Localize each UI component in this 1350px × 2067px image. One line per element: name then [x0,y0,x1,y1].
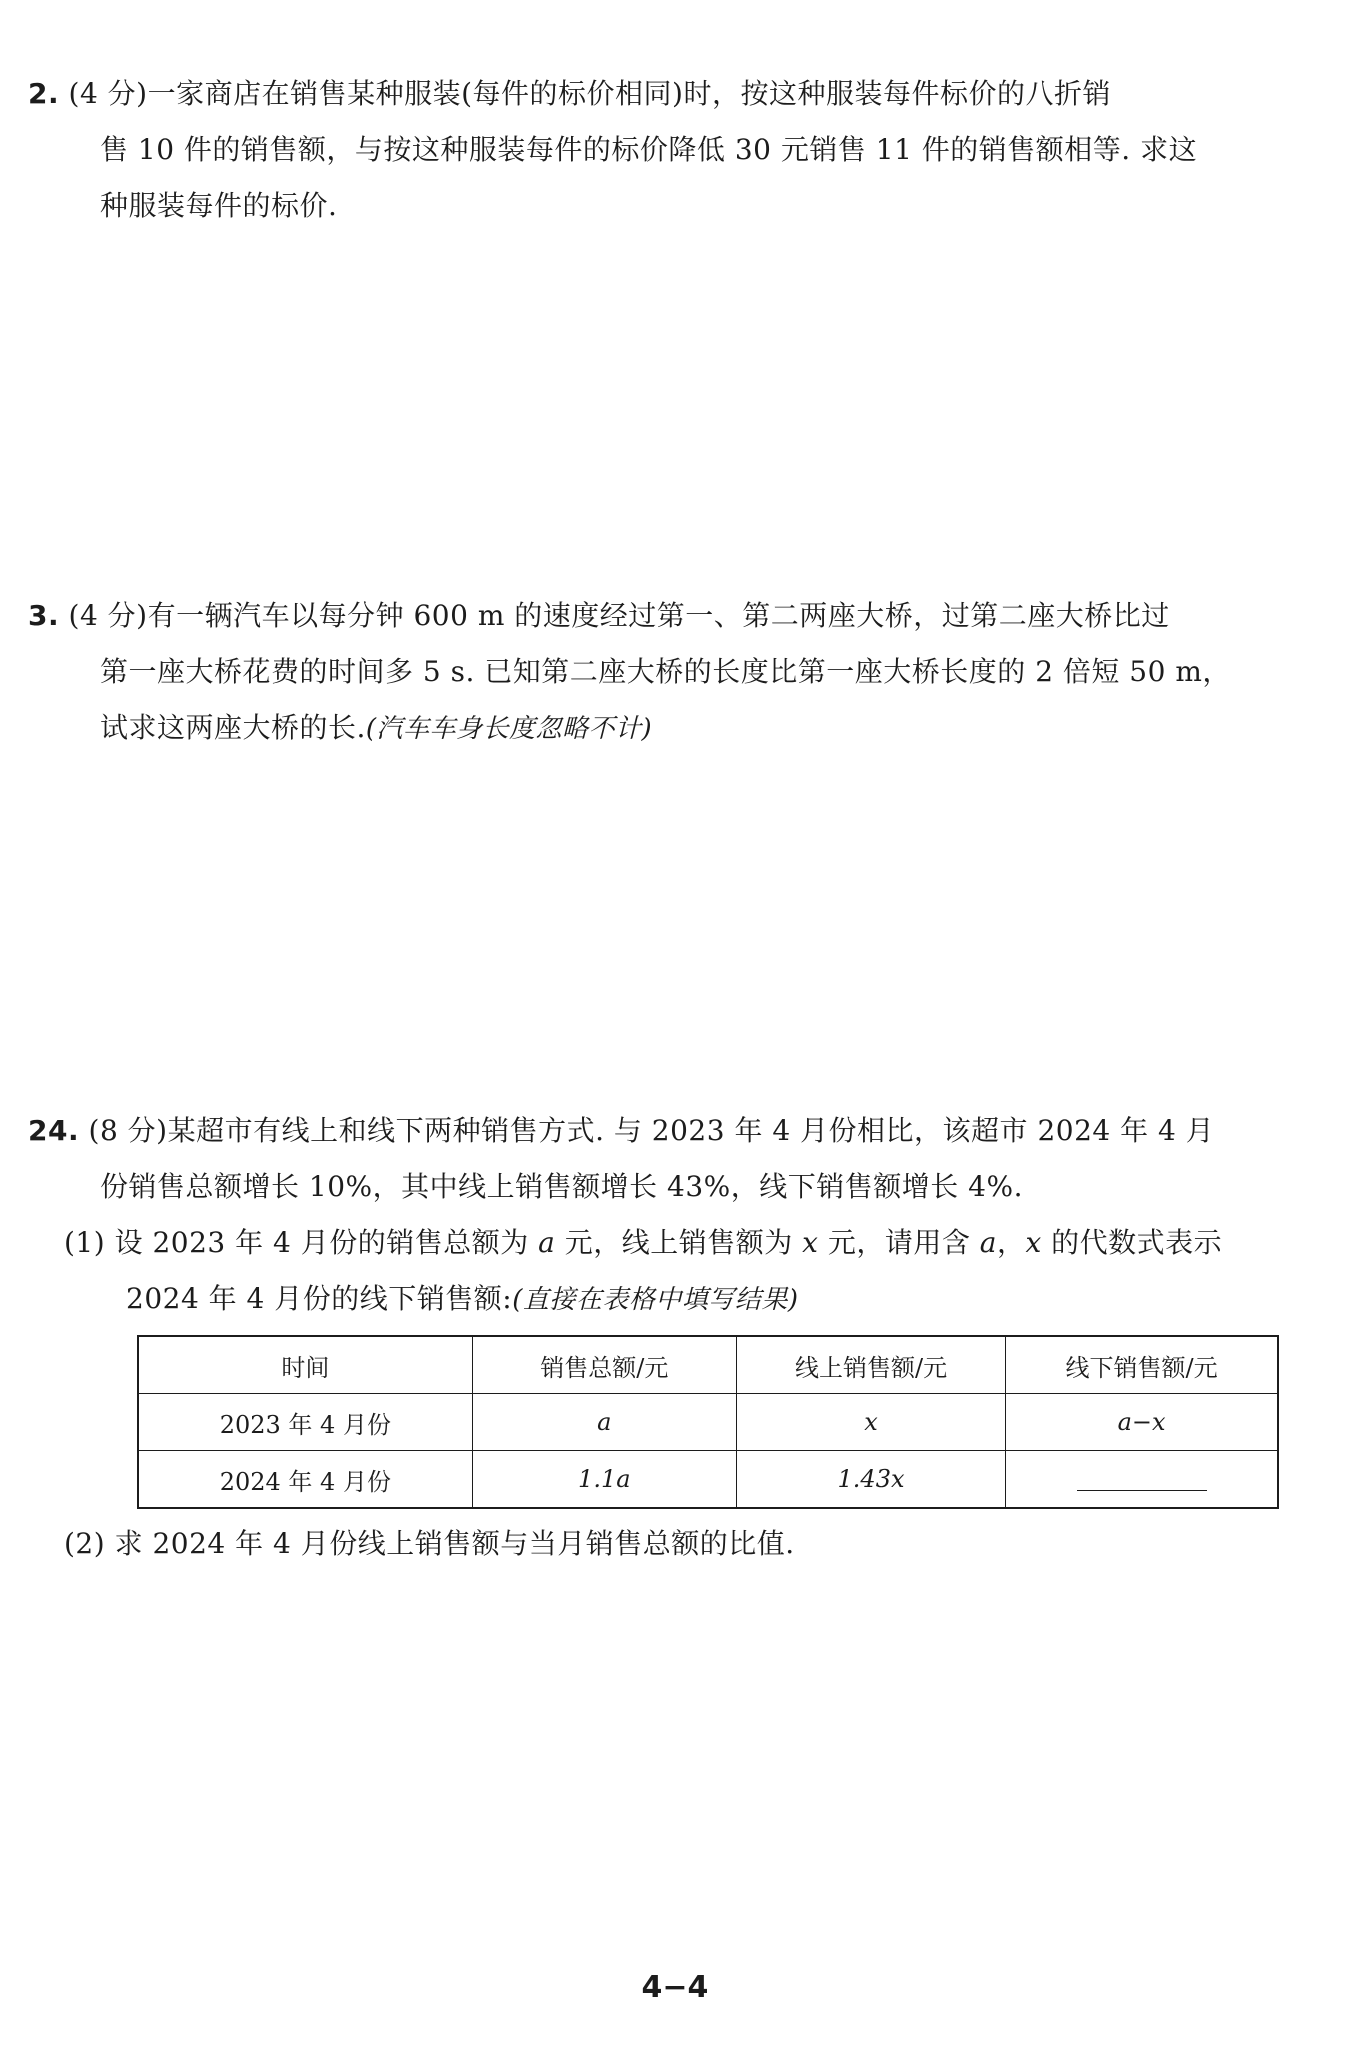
problem-22 [28,66,1298,234]
sales-table [137,1335,1279,1509]
problem-24 [28,1103,1298,1328]
problem-22-line-1 [28,66,1298,122]
table-header: 销售总额/元 [472,1336,736,1394]
problem-22-text-1: (4 分)一家商店在销售某种服装(每件的标价相同)时，按这种服装每件标价的八折销 [68,77,1111,110]
problem-24-line-1 [28,1103,1298,1159]
table-cell: a−x [1006,1394,1278,1451]
sub1-comma: ， [996,1226,1026,1259]
answer-blank-cell[interactable] [1006,1451,1278,1509]
table-cell: 1.43x [736,1451,1005,1509]
table-cell: 2024 年 4 月份 [138,1451,472,1509]
sub1-text-d: 的代数式表示 [1041,1226,1223,1259]
problem-23-line-1 [28,588,1298,644]
problem-24-number: 24. [28,1114,80,1147]
table-cell: a [472,1394,736,1451]
problem-24-text-1: (8 分)某超市有线上和线下两种销售方式. 与 2023 年 4 月份相比，该超市 2024 年 4 月 [88,1114,1215,1147]
problem-22-line-3: 种服装每件的标价. [100,189,338,222]
page-number: 4−4 [641,1970,709,2005]
var-a: a [538,1226,556,1259]
problem-23-text-1: (4 分)有一辆汽车以每分钟 600 m 的速度经过第一、第二两座大桥，过第二座大桥比过 [68,599,1170,632]
var-x-2: x [1025,1226,1042,1259]
var-a-2: a [979,1226,997,1259]
problem-24-sub1-line-1 [28,1215,1298,1271]
table-header: 线下销售额/元 [1006,1336,1278,1394]
problem-24-sub2: (2) 求 2024 年 4 月份线上销售额与当月销售总额的比值. [64,1527,795,1560]
sub1-text-c: 元，请用含 [818,1226,980,1259]
table-cell: 1.1a [472,1451,736,1509]
problem-24-sub1-line-2 [28,1271,1298,1328]
problem-23 [28,588,1298,757]
problem-23-text-3: 试求这两座大桥的长. [100,711,366,744]
problem-23-note: (汽车车身长度忽略不计) [365,714,653,744]
answer-blank[interactable] [1077,1470,1207,1491]
table-row [138,1394,1278,1451]
var-x: x [802,1226,819,1259]
sub1-line2-text: 2024 年 4 月份的线下销售额: [126,1282,513,1315]
problem-23-line-3 [28,700,1298,757]
sub1-text-b: 元，线上销售额为 [555,1226,803,1259]
sub1-text-a: (1) 设 2023 年 4 月份的销售总额为 [64,1226,539,1259]
problem-22-line-2: 售 10 件的销售额，与按这种服装每件的标价降低 30 元销售 11 件的销售额相等. 求这 [100,133,1198,166]
table-header-row [138,1336,1278,1394]
table-header: 线上销售额/元 [736,1336,1005,1394]
table-header: 时间 [138,1336,472,1394]
table-cell: 2023 年 4 月份 [138,1394,472,1451]
sub1-note: (直接在表格中填写结果) [512,1285,799,1315]
table-row [138,1451,1278,1509]
problem-22-number: 2. [28,77,60,110]
problem-23-number: 3. [28,599,60,632]
problem-23-line-2: 第一座大桥花费的时间多 5 s. 已知第二座大桥的长度比第一座大桥长度的 2 倍短 50 m， [100,655,1231,688]
table-cell: x [736,1394,1005,1451]
problem-24-line-2: 份销售总额增长 10%，其中线上销售额增长 43%，线下销售额增长 4%. [100,1170,1023,1203]
